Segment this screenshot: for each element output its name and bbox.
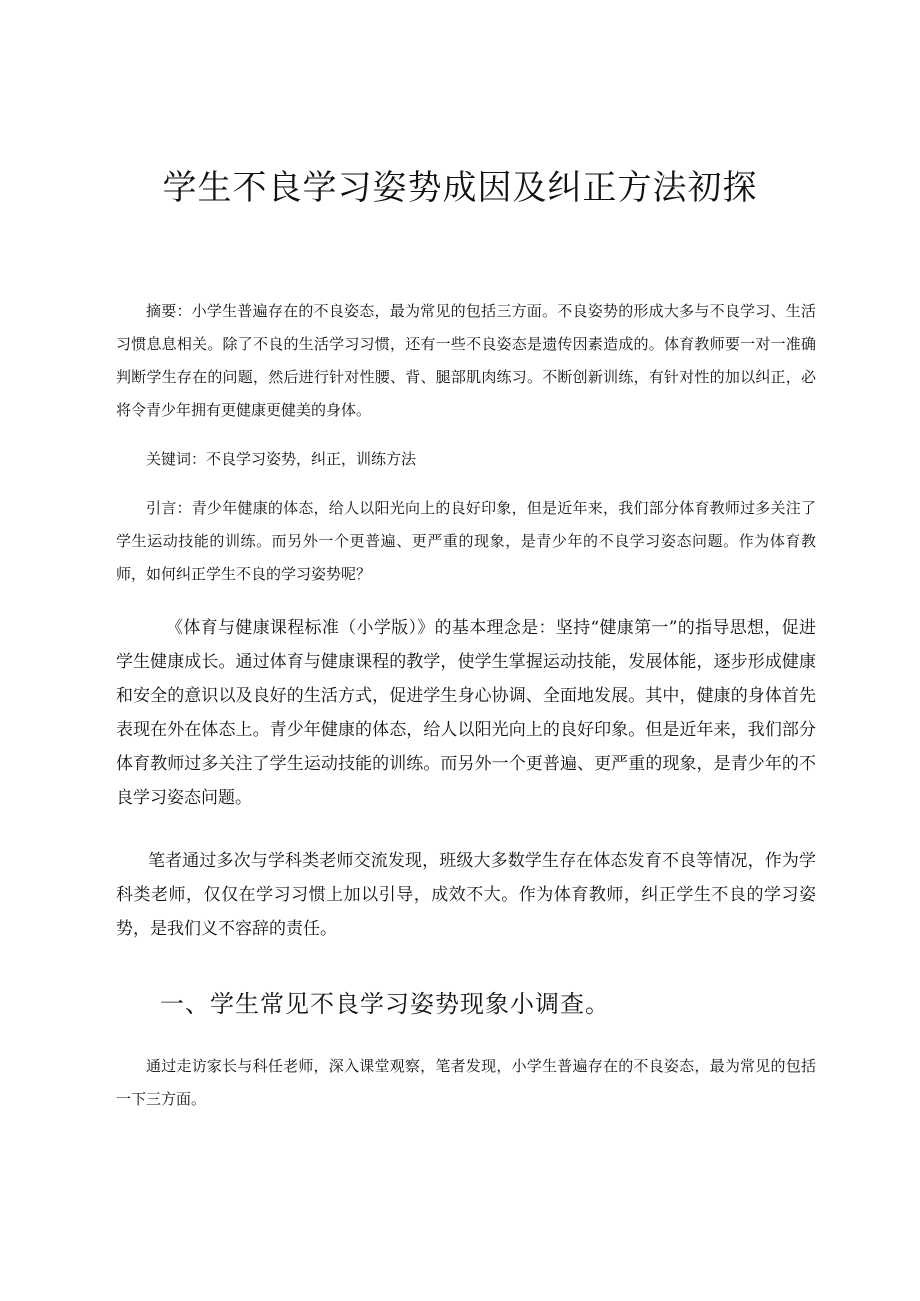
abstract-paragraph: 摘要：小学生普遍存在的不良姿态，最为常见的包括三方面。不良姿势的形成大多与不良学习、生活习惯息息相关。除了不良的生活学习习惯，还有一些不良姿态是遗传因素造成的。体育教师要一对一准确判断学生存在的问题，然后进行针对性腰、背、腿部肌肉练习。不断创新训练，有针对性的加以纠正，必将令青少年拥有更健康更健美的身体。 <box>116 302 816 419</box>
section-heading-1: 一、学生常见不良学习姿势现象小调查。 <box>160 990 610 1018</box>
body-paragraph-1: 《体育与健康课程标准（小学版）》的基本理念是：坚持“健康第一”的指导思想，促进学生健康成长。通过体育与健康课程的教学，使学生掌握运动技能，发展体能，逐步形成健康和安全的意识以及良好的生活方式，促进学生身心协调、全面地发展。其中，健康的身体首先表现在外在体态上。青少年健康的体态，给人以阳光向上的良好印象。但是近年来，我们部分体育教师过多关注了学生运动技能的训练。而另外一个更普遍、更严重的现象，是青少年的不良学习姿态问题。 <box>116 618 816 808</box>
body-paragraph-2: 笔者通过多次与学科类老师交流发现，班级大多数学生存在体态发育不良等情况，作为学科类老师，仅仅在学习习惯上加以引导，成效不大。作为体育教师，纠正学生不良的学习姿势，是我们义不容辞的责任。 <box>116 851 816 939</box>
keywords-paragraph: 关键词：不良学习姿势，纠正，训练方法 <box>146 450 417 468</box>
introduction-paragraph: 引言：青少年健康的体态，给人以阳光向上的良好印象，但是近年来，我们部分体育教师过多关注了学生运动技能的训练。而另外一个更普遍、更严重的现象，是青少年的不良学习姿态问题。作为体育教师，如何纠正学生不良的学习姿势呢？ <box>116 499 816 583</box>
section-1-paragraph: 通过走访家长与科任老师，深入课堂观察，笔者发现，小学生普遍存在的不良姿态，最为常见的包括一下三方面。 <box>116 1057 816 1108</box>
document-title: 学生不良学习姿势成因及纠正方法初探 <box>162 168 758 208</box>
